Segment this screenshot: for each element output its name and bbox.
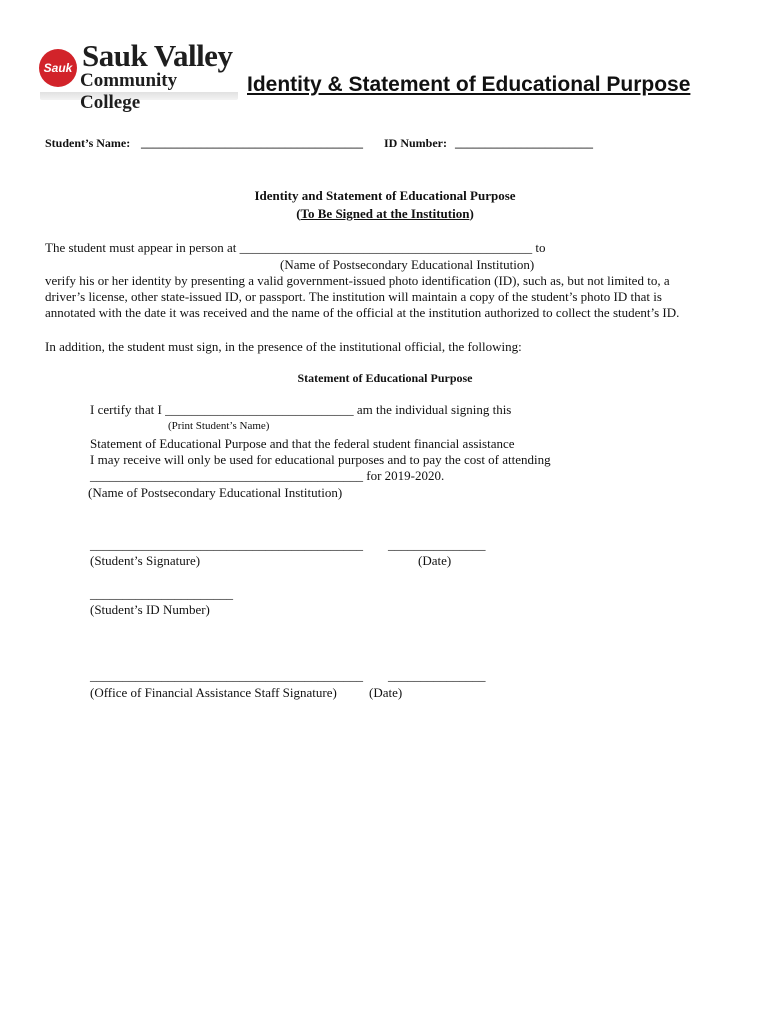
statement-line-3: I may receive will only be used for educational purposes and to pay the cost of attending — [90, 452, 551, 467]
office-date-label: (Date) — [369, 685, 403, 700]
student-id-field[interactable]: ______________________ — [90, 586, 233, 601]
institution-caption-2: (Name of Postsecondary Educational Institution) — [88, 485, 343, 500]
student-name-label: Student’s Name: — [45, 136, 131, 150]
office-date-field[interactable]: _______________ — [388, 668, 486, 683]
student-date-field[interactable]: _______________ — [388, 537, 486, 552]
section-subheading: (To Be Signed at the Institution) — [296, 206, 474, 221]
id-number-field[interactable]: _______________________ — [455, 136, 593, 150]
id-number-label: ID Number: — [384, 136, 447, 150]
logo-box — [36, 38, 238, 113]
statement-line-1: I certify that I _____________________________ am the individual signing this — [90, 402, 512, 417]
statement-heading: Statement of Educational Purpose — [297, 371, 473, 385]
body-line-4: annotated with the date it was received and the name of the official at the institution authorized to collect the student’s ID. — [45, 305, 680, 320]
office-signature-field[interactable]: __________________________________________ — [90, 668, 363, 683]
student-signature-label: (Student’s Signature) — [90, 553, 201, 568]
body-line-5: In addition, the student must sign, in the presence of the institutional official, the following: — [45, 339, 522, 354]
student-signature-field[interactable]: __________________________________________ — [90, 537, 363, 552]
college-logo — [36, 38, 238, 113]
print-name-caption: (Print Student’s Name) — [168, 420, 270, 432]
statement-line-4: __________________________________________ for 2019-2020. — [90, 468, 445, 483]
section-heading: Identity and Statement of Educational Purpose — [254, 188, 516, 203]
logo-line1: Sauk Valley — [82, 38, 233, 73]
statement-line-2: Statement of Educational Purpose and that the federal student financial assistance — [90, 436, 515, 451]
office-signature-label: (Office of Financial Assistance Staff Signature) — [90, 685, 337, 700]
sauk-logo-mark-icon — [38, 48, 78, 88]
logo-mark-text: Sauk — [43, 61, 73, 75]
body-line-1: The student must appear in person at _____________________________________________ to — [45, 240, 546, 255]
student-name-field[interactable]: _____________________________________ — [141, 136, 363, 150]
body-line-2: verify his or her identity by presenting a valid government-issued photo identification (ID), such as, but not limited to, a — [45, 273, 670, 288]
student-date-label: (Date) — [418, 553, 452, 568]
page-title: Identity & Statement of Educational Purpose — [247, 73, 691, 96]
logo-line2: Community College — [80, 70, 178, 113]
institution-caption-1: (Name of Postsecondary Educational Institution) — [280, 257, 535, 272]
body-line-3: driver’s license, other state-issued ID, or passport. The institution will maintain a copy of the student’s photo ID that is — [45, 289, 662, 304]
student-id-label: (Student’s ID Number) — [90, 602, 210, 617]
